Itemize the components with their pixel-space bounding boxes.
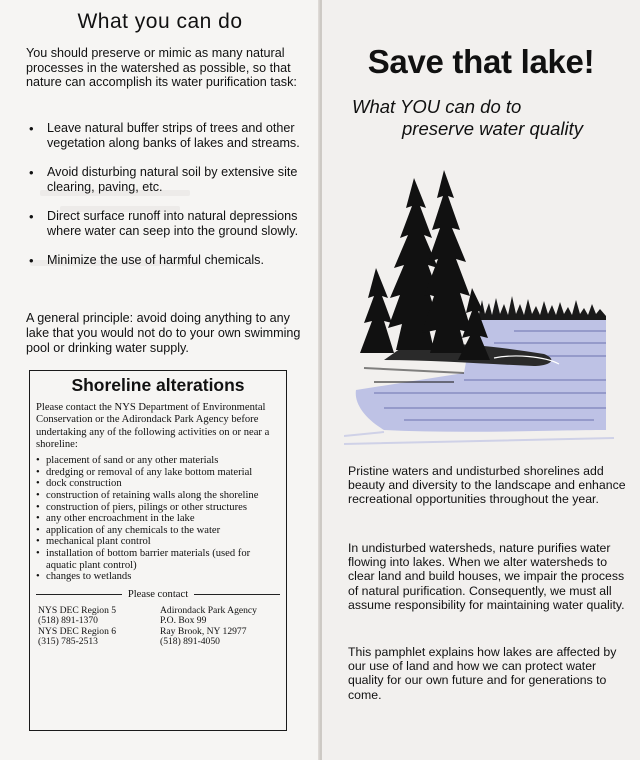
intro-paragraph-1: Pristine waters and undisturbed shorelines add beauty and diversity to the landscape and enhance recreational opportunities throughout the year. bbox=[348, 464, 626, 507]
divider-line bbox=[194, 594, 280, 595]
section-title: What you can do bbox=[77, 10, 243, 33]
contacts bbox=[36, 606, 280, 648]
tip-item: • Minimize the use of harmful chemicals. bbox=[24, 253, 314, 268]
general-principle: A general principle: avoid doing anything to any lake that you would not do to your own swimming pool or drinking water supply. bbox=[26, 311, 301, 355]
intro-paragraph-3: This pamphlet explains how lakes are affected by our use of land and how we can protect water quality for our own future and for generations to come. bbox=[348, 645, 617, 702]
distant-treeline bbox=[474, 296, 606, 320]
apa-name: Adirondack Park Agency bbox=[160, 604, 257, 616]
shoreline-activities-list bbox=[36, 455, 280, 583]
pine-tree-3 bbox=[360, 268, 394, 353]
dec-region-6-phone: (315) 785-2513 bbox=[38, 636, 98, 648]
list-item: • application of any chemicals to the water bbox=[36, 525, 280, 537]
apa-po-box: P.O. Box 99 bbox=[160, 615, 207, 627]
tip-item: • Avoid disturbing natural soil by extensive site clearing, paving, etc. bbox=[24, 165, 314, 195]
list-item: • dock construction bbox=[36, 478, 280, 490]
please-contact-divider bbox=[36, 589, 280, 600]
dec-contact bbox=[36, 606, 154, 648]
list-item: • changes to wetlands bbox=[36, 571, 280, 583]
list-item: • installation of bottom barrier materials (used for aquatic plant control) bbox=[36, 548, 280, 571]
shoreline-title: Shoreline alterations bbox=[71, 375, 245, 395]
intro-paragraph: You should preserve or mimic as many natural processes in the watershed as possible, so that nature can accomplish its water purification task: bbox=[26, 46, 297, 89]
subtitle-line-2: preserve water quality bbox=[402, 118, 583, 139]
subtitle bbox=[352, 96, 632, 140]
dec-region-6: NYS DEC Region 6 bbox=[38, 625, 117, 637]
tips-list bbox=[24, 121, 314, 282]
shoreline-intro: Please contact the NYS Department of Environmental Conservation or the Adirondack Park Agency before undertaking any of the following activities on or near a shoreline: bbox=[36, 402, 270, 450]
apa-contact bbox=[160, 606, 280, 648]
apa-phone: (518) 891-4050 bbox=[160, 636, 220, 648]
right-panel bbox=[322, 0, 640, 760]
list-item: • dredging or removal of any lake bottom material bbox=[36, 467, 280, 479]
list-item: • construction of retaining walls along the shoreline bbox=[36, 490, 280, 502]
pine-tree-2 bbox=[422, 170, 472, 353]
dec-region-5: NYS DEC Region 5 bbox=[38, 604, 117, 616]
tip-item: • Direct surface runoff into natural depressions where water can seep into the ground slowly. bbox=[24, 209, 314, 239]
shoreline-alterations-box bbox=[29, 370, 287, 731]
subtitle-line-1: What YOU can do to bbox=[352, 96, 522, 117]
list-item: • construction of piers, pilings or other structures bbox=[36, 502, 280, 514]
tip-item: • Leave natural buffer strips of trees and other vegetation along banks of lakes and streams. bbox=[24, 121, 314, 151]
dec-region-5-phone: (518) 891-1370 bbox=[38, 615, 98, 627]
please-contact-label: Please contact bbox=[127, 588, 189, 600]
list-item: • any other encroachment in the lake bbox=[36, 513, 280, 525]
list-item: • mechanical plant control bbox=[36, 536, 280, 548]
apa-city: Ray Brook, NY 12977 bbox=[160, 625, 247, 637]
list-item: • placement of sand or any other materials bbox=[36, 455, 280, 467]
lake-illustration bbox=[344, 168, 614, 453]
main-title: Save that lake! bbox=[367, 43, 595, 80]
intro-paragraph-2: In undisturbed watersheds, nature purifies water flowing into lakes. When we alter watersheds to clear land and build houses, we impair the process of natural purification. Consequently, we must all assume responsibility for maintaining water quality. bbox=[348, 541, 625, 612]
divider-line bbox=[36, 594, 122, 595]
